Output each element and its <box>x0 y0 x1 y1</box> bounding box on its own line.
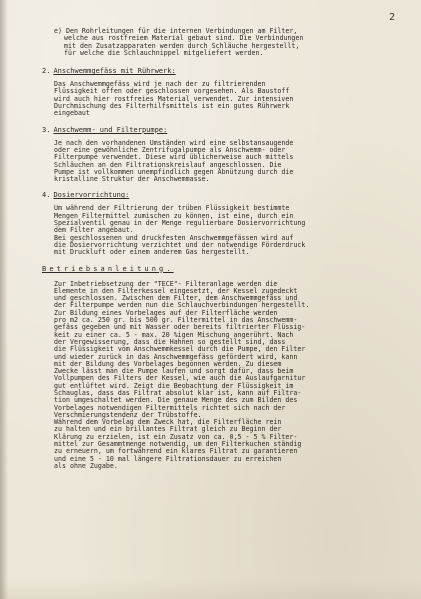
instructions-line: und wieder zurück in das Anschwemmgefäss gefördert wird, kann <box>54 352 298 361</box>
instructions-line: und eine 5 - 10 mal längere Filtrationsdauer zu erreichen <box>54 454 282 463</box>
instructions-line: die Flüssigkeit vom Anschwemmkessel durch die Pumpe, den Filter <box>54 345 306 354</box>
instructions-line: zu erneuern, um fortwährend ein klares Filtrat zu garantieren <box>54 447 298 456</box>
instructions-line: gefäss gegeben und mit Wasser oder bereits filtrierter Flüssig- <box>54 323 306 332</box>
instructions-line: gut entlüftet wird. Zeigt die Beobachtung der Flüssigkeit im <box>54 381 294 390</box>
instructions-line: Verschmierungstendenz der Trübstoffe. <box>54 410 202 419</box>
section-line: Spezialventil genau in der Menge regulierbare Dosiervorrichtung <box>54 219 306 228</box>
section-body <box>42 205 407 256</box>
section-4 <box>42 191 407 256</box>
section-line: Schläuchen an den Filtrationskreislauf angeschlossen. Die <box>54 160 282 169</box>
section-body <box>42 81 407 117</box>
instructions-section <box>42 265 407 471</box>
instructions-line: Klärung zu erzielen, ist ein Zusatz von ca. 0,5 - 5 % Filter- <box>54 432 298 441</box>
section-line: Pumpe ist vollkommen unempfindlich gegen Abnützung durch die <box>54 167 294 176</box>
instructions-line: Zur Bildung eines Vorbelages auf der Filterfläche werden <box>54 308 278 317</box>
section-heading <box>42 126 407 134</box>
section-line: Mengen Filtermittel zumischen zu können, ist eine, durch ein <box>54 211 294 220</box>
section-number: 2. <box>42 67 51 76</box>
section-line: oder eine gewöhnliche Zentrifugalpumpe als Anschwemm- oder <box>54 145 286 154</box>
page-number: 2 <box>389 12 396 23</box>
item-e-line: welche aus rostfreiem Material gebaut sind. Die Verbindungen <box>64 34 304 43</box>
instructions-line: keit zu einer ca. 5 - max. 20 %igen Mischung angerührt. Nach <box>54 330 294 339</box>
section-title: Dosiervorrichtung: <box>53 191 130 200</box>
item-e-line: e) Den Rohrleitungen für die internen Verbindungen am Filter, <box>54 27 298 35</box>
section-line: Um während der Filtrierung der trüben Flüssigkeit bestimmte <box>54 204 290 213</box>
instructions-line: mit der Bildung des Vorbelages begonnen werden. Zu diesem <box>54 359 282 368</box>
section-2 <box>42 67 407 117</box>
section-line: Bei geschlossenen und druckfesten Anschwemmgefässen wird auf <box>54 233 294 242</box>
instructions-line: zu halten und ein brillantes Filtrat gleich zu Beginn der <box>54 425 282 434</box>
section-title: Anschwemmgefäss mit Rührwerk: <box>53 67 176 76</box>
instructions-line: Vollpumpen des Filters der Kessel, wie auch die Auslaufgarnitur <box>54 374 306 383</box>
item-e-line: für welche die Schlauchnippel mitgeliefert werden. <box>64 48 264 57</box>
instructions-line: Elemente in den Filterkessel eingesetzt, der Kessel zugedeckt <box>54 286 298 295</box>
page-edge-shadow <box>0 0 8 599</box>
section-line: die Dosiervorrichtung verzichtet und der notwendige Förderdruck <box>54 240 306 249</box>
instructions-line: pro m2 ca. 250 gr. bis 500 gr. Filtermittel in das Anschwemm- <box>54 316 298 325</box>
section-line: Flüssigkeit offen oder geschlossen vorgesehen. Als Baustoff <box>54 87 290 96</box>
section-line: mit Druckluft oder einem anderem Gas hergestellt. <box>54 248 250 257</box>
section-line: dem Filter angebaut. <box>54 226 134 235</box>
section-3 <box>42 126 407 184</box>
section-number: 4. <box>42 191 51 200</box>
instructions-line: Vorbelages notwendigen Filtermittels richtet sich nach der <box>54 403 286 412</box>
section-line: Je nach den vorhandenen Umständen wird eine selbstansaugende <box>54 138 294 147</box>
section-title: Anschwemm- und Filterpumpe: <box>53 125 168 134</box>
instructions-line: mittel zur Gesammtmenge notwendig, um den Filterkuchen ständig <box>54 440 302 449</box>
section-body <box>42 140 407 184</box>
section-line: Das Anschwemmgefäss wird je nach der zu filtrierenden <box>54 80 266 89</box>
instructions-line: tion umgeschaltet werden. Die genaue Menge des zum Bilden des <box>54 396 298 405</box>
instructions-line: und geschlossen. Zwischen dem Filter, dem Anschwemmgefäss und <box>54 294 298 303</box>
section-line: eingebaut <box>54 109 90 118</box>
instructions-body <box>42 281 407 471</box>
section-line: wird auch hier rostfreies Material verwendet. Zur intensiven <box>54 94 294 103</box>
instructions-line: der Filterpumpe werden nun die Schlauchverbindungen hergestellt. <box>54 301 310 310</box>
instructions-heading: Betriebsanleitung. <box>42 264 174 273</box>
section-line: Filterpumpe verwendet. Diese wird üblicherweise auch mittels <box>54 153 294 162</box>
page-bottom-shade <box>0 579 421 599</box>
document-content <box>42 28 407 470</box>
instructions-line: der Vergewisserung, dass die Hahnen so gestellt sind, dass <box>54 337 286 346</box>
section-line: kristalline Struktur der Anschwemmasse. <box>54 175 210 184</box>
item-e-line: mit den Zusatzapparaten werden durch Schläuche hergestellt, <box>64 41 300 50</box>
instructions-line: Während dem Vorbelag dem Zweck hat, die Filterfläche rein <box>54 418 282 427</box>
instructions-line: Zwecke lässt man die Pumpe laufen und sorgt dafür, dass beim <box>54 367 294 376</box>
section-heading <box>42 191 407 199</box>
section-heading <box>42 67 407 75</box>
instructions-line: als ohne Zugabe. <box>54 461 118 470</box>
section-number: 3. <box>42 125 51 134</box>
instructions-line: Schauglas, dass das Filtrat absolut klar ist, kann auf Filtra- <box>54 388 302 397</box>
item-e-paragraph <box>42 28 407 57</box>
section-line: Durchmischung des Filterhilfsmittels ist ein gutes Rührwerk <box>54 102 290 111</box>
instructions-line: Zur Inbetriebsetzung der "TECE"- Filteranlage werden die <box>54 279 278 288</box>
